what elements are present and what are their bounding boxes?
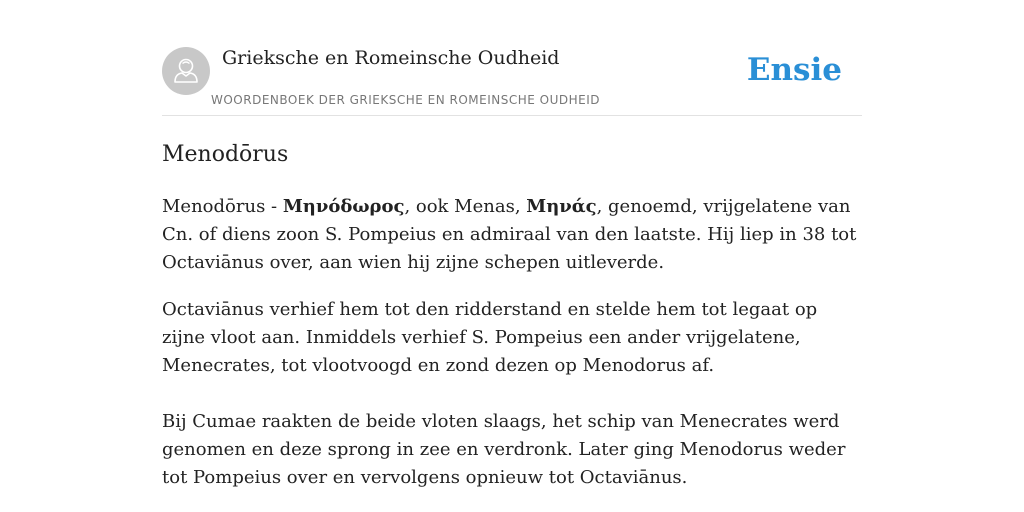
source-avatar[interactable] bbox=[162, 47, 210, 95]
p1-text-1: Menodōrus - bbox=[162, 196, 283, 217]
user-placeholder-icon bbox=[162, 47, 210, 95]
page bbox=[162, 0, 862, 492]
entry-title: Menodōrus bbox=[162, 142, 289, 167]
greek-name-1: Μηνόδωρος bbox=[282, 196, 405, 217]
source-header bbox=[162, 46, 862, 116]
p1-text-3: , genoemd, vrijgelatene van Cn. of diens zoon S. Pompeius en admiraal van den laatste. Hij liep in 38 tot Octaviānus over, aan wien hij zijne schepen uitleverde. bbox=[162, 196, 857, 273]
ensie-logo[interactable]: Ensie bbox=[746, 52, 842, 88]
source-title[interactable]: Grieksche en Romeinsche Oudheid bbox=[222, 47, 560, 69]
source-subtitle: WOORDENBOEK DER GRIEKSCHE EN ROMEINSCHE OUDHEID bbox=[211, 93, 601, 107]
entry-paragraph-2: Octaviānus verhief hem tot den ridderstand en stelde hem tot legaat op zijne vloot aan. Inmiddels verhief S. Pompeius een ander vrijgelatene, Menecrates, tot vlootvoogd en zond dezen op Menodorus af. bbox=[162, 299, 818, 376]
entry-paragraph-3: Bij Cumae raakten de beide vloten slaags, het schip van Menecrates werd genomen en deze sprong in zee en verdronk. Later ging Menodorus weder tot Pompeius over en vervolgens opnieuw tot Octaviānus. bbox=[162, 411, 846, 488]
entry-paragraph-1 bbox=[162, 193, 862, 277]
greek-name-2: Μηνάς bbox=[526, 196, 597, 217]
p1-text-2: , ook Menas, bbox=[404, 196, 527, 217]
entry-content bbox=[162, 140, 862, 492]
